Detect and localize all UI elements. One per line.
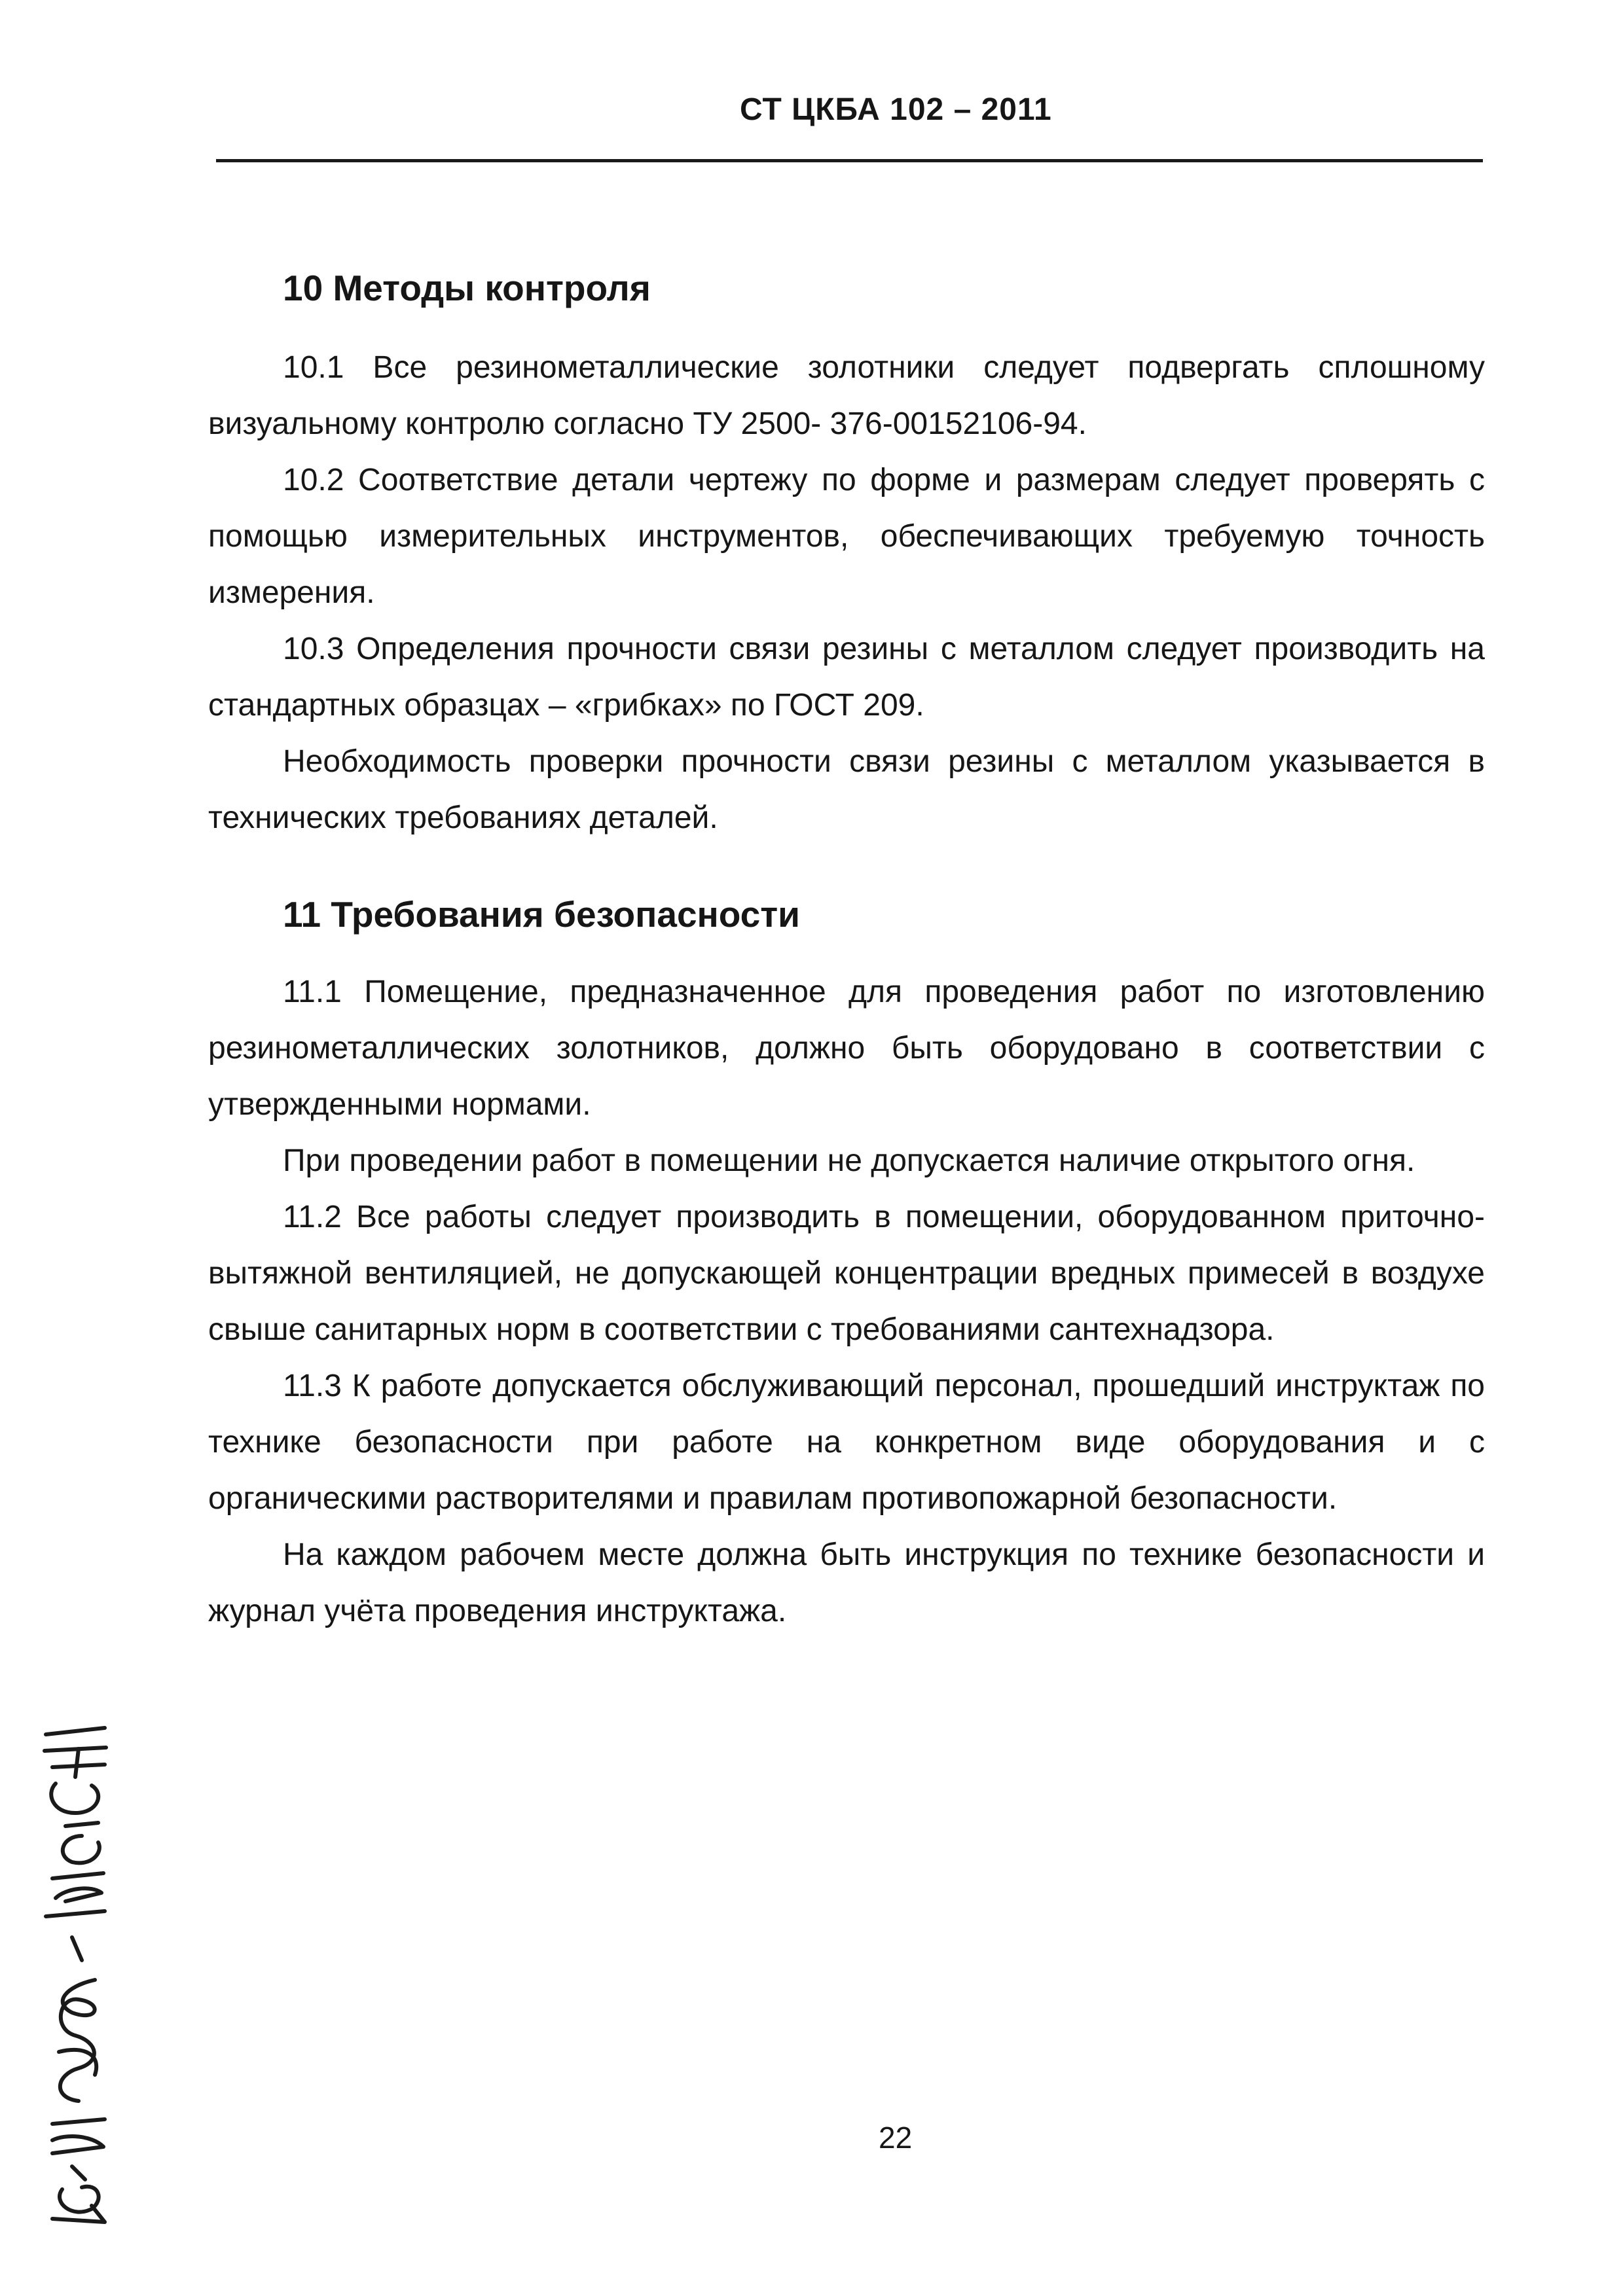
handwritten-signature (26, 1721, 124, 2232)
document-code: СТ ЦКБА 102 – 2011 (740, 92, 1052, 127)
section-10-heading: 10 Методы контроля (283, 268, 651, 308)
section-11-body (208, 964, 1485, 1640)
paragraph-11-2: 11.2 Все работы следует производить в помещении, оборудованном приточно-вытяжной вентиляцией, не допускающей концентрации вредных примесей в воздухе свыше санитарных норм в соответствии с требованиями сантехнадзора. (208, 1200, 1485, 1347)
paragraph-10-3: 10.3 Определения прочности связи резины с металлом следует производить на стандартных образцах – «грибках» по ГОСТ 209. (208, 632, 1485, 723)
paragraph-10-2: 10.2 Соответствие детали чертежу по форме и размерам следует проверять с помощью измерительных инструментов, обеспечивающих требуемую точность измерения. (208, 463, 1485, 610)
section-10-body (208, 340, 1485, 846)
paragraph-10-3-note: Необходимость проверки прочности связи резины с металлом указывается в технических требованиях деталей. (208, 744, 1485, 835)
paragraph-10-1: 10.1 Все резинометаллические золотники следует подвергать сплошному визуальному контролю согласно ТУ 2500- 376-00152106-94. (208, 350, 1485, 441)
header-rule (216, 159, 1483, 162)
paragraph-11-1: 11.1 Помещение, предназначенное для проведения работ по изготовлению резинометаллических золотников, должно быть оборудовано в соответствии с утвержденными нормами. (208, 975, 1485, 1122)
paragraph-11-3-note: На каждом рабочем месте должна быть инструкция по технике безопасности и журнал учёта проведения инструктажа. (208, 1537, 1485, 1628)
paragraph-11-3: 11.3 К работе допускается обслуживающий персонал, прошедший инструктаж по технике безопасности при работе на конкретном виде оборудования и с органическими растворителями и правилам противопожарной безопасности. (208, 1369, 1485, 1516)
paragraph-11-1-note: При проведении работ в помещении не допускается наличие открытого огня. (283, 1143, 1415, 1178)
section-11-heading: 11 Требования безопасности (283, 894, 800, 935)
page-number: 22 (879, 2121, 913, 2155)
